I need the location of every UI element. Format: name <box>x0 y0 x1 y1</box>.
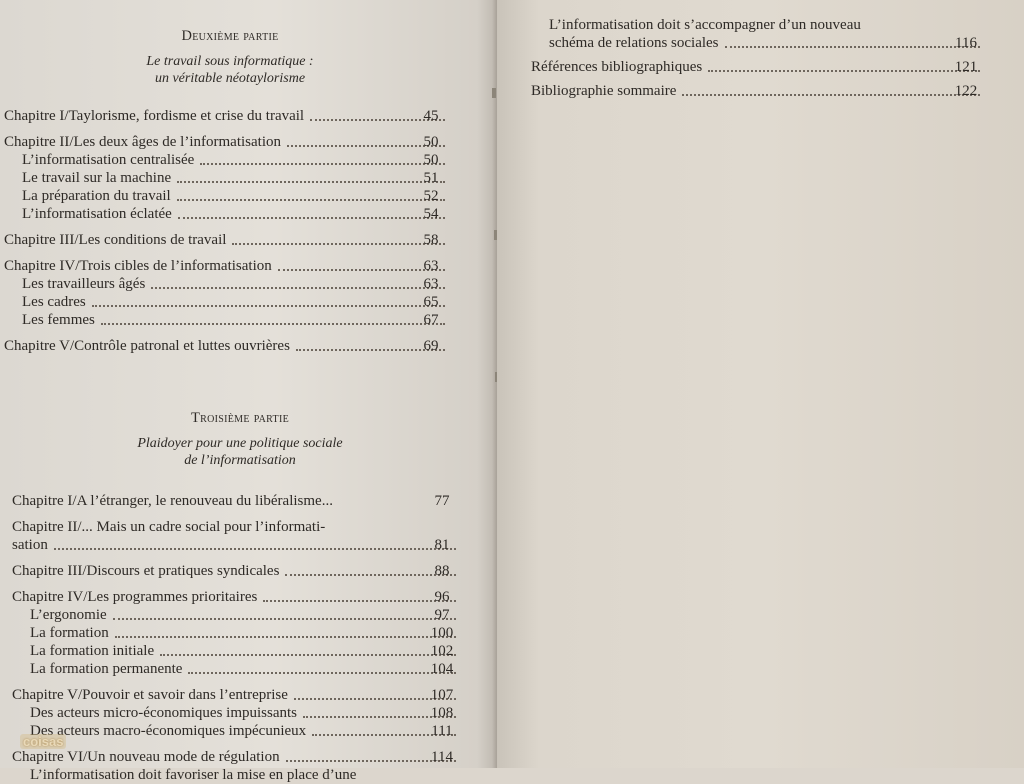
toc-part3 <box>12 492 462 784</box>
toc-page-number: 50 <box>423 134 439 150</box>
toc-page-number: 96 <box>434 589 450 605</box>
toc-page-number: 121 <box>954 59 978 75</box>
toc-page-number: 114 <box>431 749 453 765</box>
part3-title: Troisième partie <box>191 410 289 426</box>
toc-entry-label: L’informatisation doit favoriser la mise en place d’une <box>30 767 357 783</box>
toc-entry <box>4 337 451 355</box>
toc-page-number: 45 <box>423 108 439 124</box>
part3-subtitle-line1: Plaidoyer pour une politique sociale <box>137 436 343 451</box>
toc-entry-label: Chapitre I/A l’étranger, le renouveau du libéralisme... <box>12 493 333 509</box>
binding-staple <box>492 88 496 98</box>
toc-entry-label: Chapitre II/Les deux âges de l’informatisation <box>4 134 281 150</box>
toc-subentry <box>4 293 451 311</box>
toc-entry-label: Chapitre IV/Les programmes prioritaires <box>12 589 258 605</box>
toc-entry-label: Des acteurs macro-économiques impécunieux <box>30 723 307 739</box>
toc-entry <box>12 492 462 510</box>
toc-leader-dots <box>113 618 456 620</box>
toc-entry <box>12 748 462 766</box>
toc-entry-label: Chapitre V/Pouvoir et savoir dans l’entreprise <box>12 687 288 703</box>
toc-subentry <box>531 34 986 52</box>
toc-subentry <box>4 169 451 187</box>
toc-entry-label: Les femmes <box>22 312 95 328</box>
toc-page-number: 88 <box>434 563 450 579</box>
left-page <box>0 0 497 783</box>
toc-entry <box>12 588 462 606</box>
toc-entry-label: Les travailleurs âgés <box>22 276 146 292</box>
part3-subtitle <box>10 435 470 469</box>
toc-page-number: 51 <box>423 170 439 186</box>
toc-entry <box>12 518 462 536</box>
toc-leader-dots <box>177 199 445 201</box>
part2-title: Deuxième partie <box>181 28 279 44</box>
toc-page-number: 54 <box>423 206 439 222</box>
toc-entry-label: L’informatisation éclatée <box>22 206 172 222</box>
toc-right <box>531 16 986 100</box>
toc-leader-dots <box>188 672 456 674</box>
toc-entry-label: schéma de relations sociales <box>549 35 719 51</box>
toc-subentry <box>12 722 462 740</box>
toc-entry <box>4 107 451 125</box>
toc-page-number: 116 <box>955 35 977 51</box>
toc-leader-dots <box>682 94 980 96</box>
toc-entry <box>531 82 986 100</box>
toc-entry-label: La formation <box>30 625 109 641</box>
toc-page-number: 63 <box>423 258 439 274</box>
toc-entry <box>12 686 462 704</box>
toc-leader-dots <box>101 323 445 325</box>
toc-entry-label: Les cadres <box>22 294 86 310</box>
toc-page-number: 58 <box>423 232 439 248</box>
toc-page-number: 65 <box>423 294 439 310</box>
part2-subtitle <box>0 53 460 87</box>
toc-subentry <box>12 624 462 642</box>
toc-page-number: 50 <box>423 152 439 168</box>
toc-subentry <box>4 311 451 329</box>
toc-subentry <box>4 205 451 223</box>
toc-entry-label: Chapitre III/Discours et pratiques syndicales <box>12 563 280 579</box>
part3-subtitle-line2: de l’informatisation <box>184 453 296 468</box>
toc-page-number: 107 <box>430 687 454 703</box>
toc-entry-label: Chapitre VI/Un nouveau mode de régulation <box>12 749 280 765</box>
toc-entry-label: Des acteurs micro-économiques impuissants <box>30 705 298 721</box>
toc-entry-label: L’ergonomie <box>30 607 107 623</box>
toc-page-number: 122 <box>954 83 978 99</box>
toc-leader-dots <box>708 70 980 72</box>
toc-entry-label: Chapitre V/Contrôle patronal et luttes ouvrières <box>4 338 290 354</box>
toc-entry <box>12 562 462 580</box>
toc-entry-label: L’informatisation centralisée <box>22 152 195 168</box>
toc-page-number: 52 <box>423 188 439 204</box>
toc-page-number: 102 <box>430 643 454 659</box>
toc-subentry <box>12 606 462 624</box>
toc-leader-dots <box>200 163 445 165</box>
toc-subentry <box>4 151 451 169</box>
toc-entry-label: Le travail sur la machine <box>22 170 172 186</box>
toc-leader-dots <box>92 305 445 307</box>
part2-subtitle-line2: un véritable néotaylorisme <box>154 71 306 86</box>
toc-subentry <box>12 704 462 722</box>
toc-entry <box>4 133 451 151</box>
toc-entry-label: sation <box>12 537 48 553</box>
toc-entry-label: Chapitre I/Taylorisme, fordisme et crise du travail <box>4 108 305 124</box>
toc-page-number: 67 <box>423 312 439 328</box>
toc-page-number: 77 <box>434 493 450 509</box>
toc-leader-dots <box>160 654 456 656</box>
toc-leader-dots <box>54 548 456 550</box>
toc-subentry <box>12 642 462 660</box>
toc-page-number: 97 <box>434 607 450 623</box>
toc-page-number: 81 <box>434 537 450 553</box>
toc-leader-dots <box>115 636 456 638</box>
right-page <box>497 0 1024 768</box>
toc-subentry <box>4 275 451 293</box>
toc-subentry <box>12 660 462 678</box>
toc-entry-label: Bibliographie sommaire <box>531 83 677 99</box>
toc-entry-label: Chapitre IV/Trois cibles de l’informatisation <box>4 258 272 274</box>
toc-leader-dots <box>178 217 445 219</box>
toc-page-number: 69 <box>423 338 439 354</box>
toc-entry-label: Chapitre II/... Mais un cadre social pour l’informati- <box>12 519 326 535</box>
toc-entry <box>4 231 451 249</box>
toc-page-number: 63 <box>423 276 439 292</box>
toc-page-number: 104 <box>430 661 454 677</box>
part2-subtitle-line1: Le travail sous informatique : <box>146 54 314 69</box>
toc-entry-label: Chapitre III/Les conditions de travail <box>4 232 227 248</box>
toc-subentry <box>4 187 451 205</box>
toc-entry-label: L’informatisation doit s’accompagner d’un nouveau <box>549 17 861 33</box>
toc-leader-dots <box>151 287 445 289</box>
toc-subentry <box>531 16 986 34</box>
watermark: coisas <box>20 734 66 749</box>
toc-entry <box>4 257 451 275</box>
toc-entry-label: La préparation du travail <box>22 188 171 204</box>
toc-entry-label: Références bibliographiques <box>531 59 703 75</box>
toc-entry <box>531 58 986 76</box>
toc-part2 <box>4 107 451 355</box>
toc-entry-label: La formation initiale <box>30 643 155 659</box>
toc-page-number: 108 <box>430 705 454 721</box>
toc-leader-dots <box>725 46 980 48</box>
toc-subentry <box>12 766 462 784</box>
toc-entry-label: La formation permanente <box>30 661 183 677</box>
toc-leader-dots <box>177 181 445 183</box>
toc-page-number: 100 <box>430 625 454 641</box>
toc-entry <box>12 536 462 554</box>
part3-heading <box>10 410 470 469</box>
part2-heading <box>0 28 460 87</box>
toc-page-number: 111 <box>431 723 453 739</box>
